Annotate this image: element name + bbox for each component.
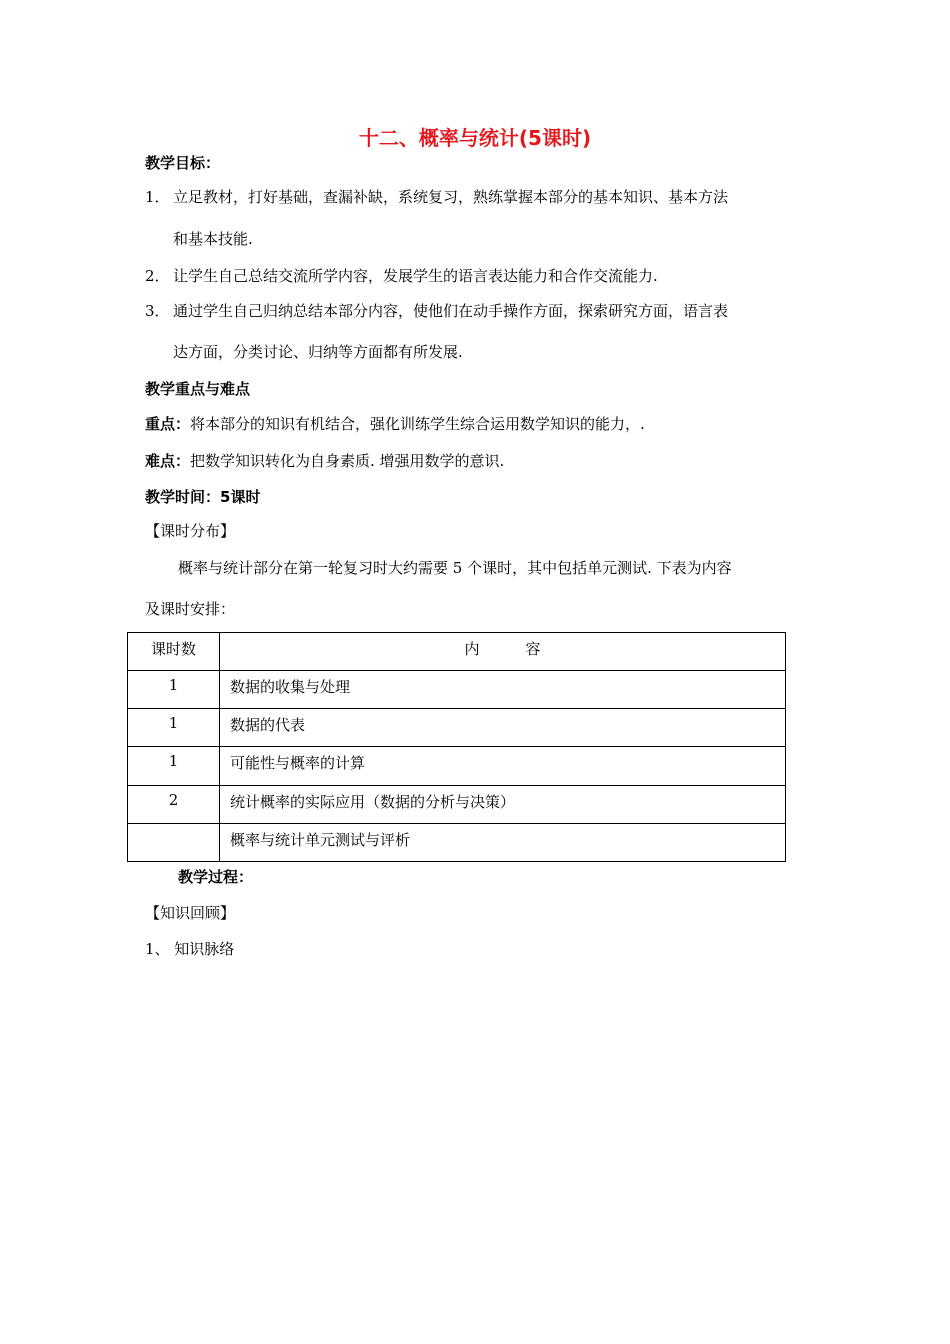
key-point-text: 将本部分的知识有机结合，强化训练学生综合运用数学知识的能力，. [190, 415, 645, 433]
objectives-heading: 教学目标： [145, 154, 221, 172]
distribution-paragraph-continuation: 及课时安排： [145, 600, 236, 618]
table-row [128, 747, 786, 785]
objective-1 [145, 186, 810, 208]
objective-1-continuation: 和基本技能. [173, 230, 253, 248]
row-content: 数据的收集与处理 [220, 671, 786, 709]
row-hours: 1 [128, 709, 220, 747]
row-hours [128, 823, 220, 861]
difficulty-text: 把数学知识转化为自身素质. 增强用数学的意识. [190, 452, 505, 470]
teaching-time [145, 486, 810, 508]
teaching-time-label: 教学时间： [145, 488, 221, 506]
key-heading: 教学重点与难点 [145, 380, 251, 398]
row-content: 可能性与概率的计算 [220, 747, 786, 785]
table-row [128, 785, 786, 823]
row-content: 概率与统计单元测试与评析 [220, 823, 786, 861]
distribution-heading: 【课时分布】 [145, 522, 236, 540]
row-hours: 1 [128, 671, 220, 709]
objective-3-continuation: 达方面，分类讨论、归纳等方面都有所发展. [173, 343, 463, 361]
header-content-char-2: 容 [525, 640, 541, 658]
header-hours: 课时数 [128, 633, 220, 671]
objective-2 [145, 265, 810, 287]
row-content: 统计概率的实际应用（数据的分析与决策） [220, 785, 786, 823]
table-row [128, 709, 786, 747]
objective-number: 1． [145, 188, 170, 206]
objective-number: 3． [145, 302, 170, 320]
objective-text: 立足教材，打好基础，查漏补缺，系统复习，熟练掌握本部分的基本知识、基本方法 [173, 188, 729, 206]
review-item: 1、 知识脉络 [145, 940, 235, 958]
table-header-row [128, 633, 786, 671]
key-point [145, 413, 810, 435]
difficulty-label: 难点： [145, 452, 191, 470]
distribution-paragraph: 概率与统计部分在第一轮复习时大约需要 5 个课时，其中包括单元测试. 下表为内容 [178, 559, 732, 577]
page-title: 十二、概率与统计(5课时) [358, 126, 592, 150]
process-heading: 教学过程： [178, 868, 254, 886]
objective-text: 通过学生自己归纳总结本部分内容，使他们在动手操作方面，探索研究方面，语言表 [173, 302, 729, 320]
teaching-time-value: 5课时 [220, 488, 261, 506]
objective-text: 让学生自己总结交流所学内容，发展学生的语言表达能力和合作交流能力. [173, 267, 658, 285]
row-hours: 2 [128, 785, 220, 823]
objective-number: 2． [145, 267, 170, 285]
header-content-char-1: 内 [464, 640, 480, 658]
objective-3 [145, 300, 810, 322]
row-content: 数据的代表 [220, 709, 786, 747]
review-heading: 【知识回顾】 [145, 904, 236, 922]
table-row [128, 823, 786, 861]
row-hours: 1 [128, 747, 220, 785]
schedule-table [127, 632, 786, 862]
header-content [220, 633, 786, 671]
key-point-label: 重点： [145, 415, 191, 433]
difficulty [145, 450, 810, 472]
table-row [128, 671, 786, 709]
